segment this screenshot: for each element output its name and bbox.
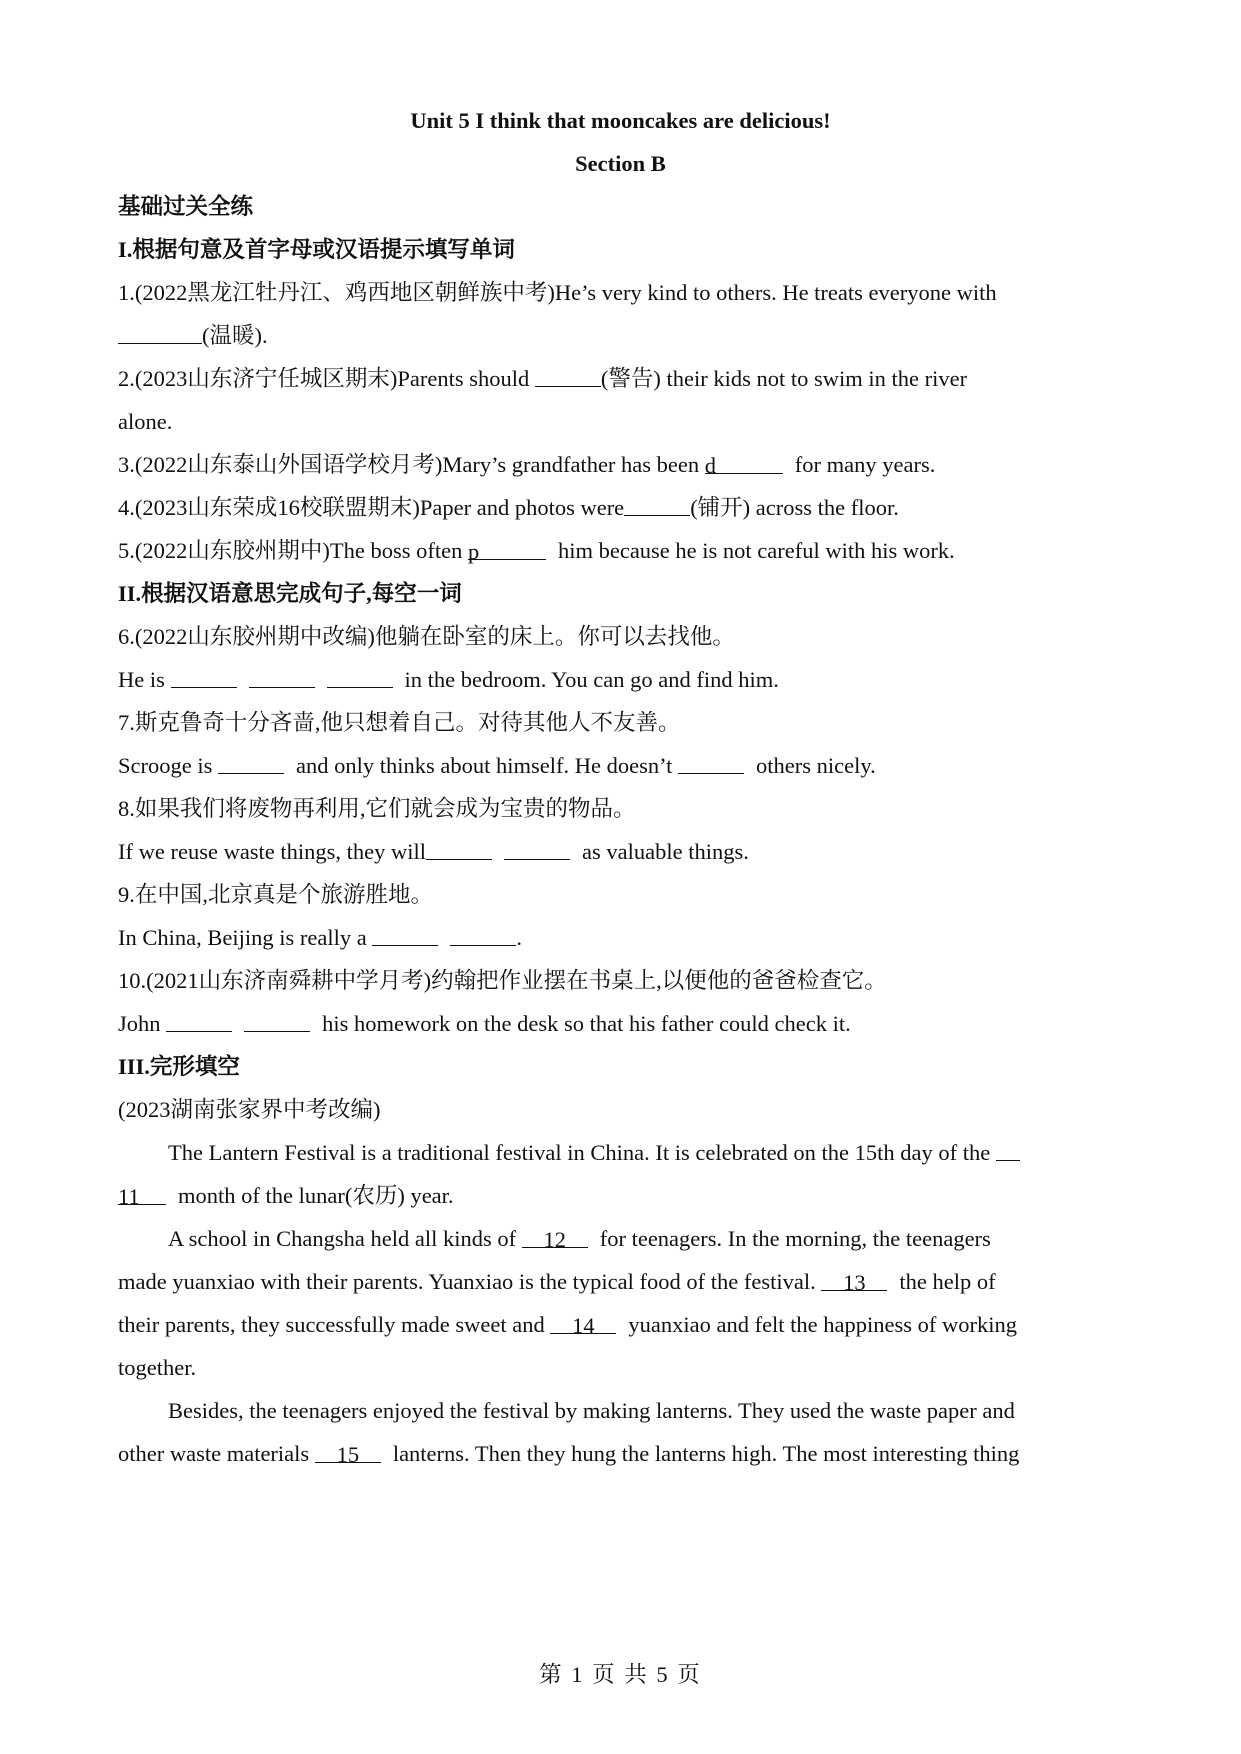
question-8-tail: as valuable things. [582, 839, 749, 864]
cloze-text: made yuanxiao with their parents. Yuanxiao is the typical food of the festival. [118, 1269, 822, 1294]
question-6-english [118, 665, 779, 695]
section-3-heading: III.完形填空 [118, 1054, 240, 1079]
question-3-text: 3.(2022山东泰山外国语学校月考)Mary’s grandfather has been [118, 452, 705, 477]
question-7-chinese: 7.斯克鲁奇十分吝啬,他只想着自己。对待其他人不友善。 [118, 710, 681, 735]
cloze-text: The Lantern Festival is a traditional festival in China. It is celebrated on the 15th day of the [168, 1140, 996, 1165]
cloze-line-2 [118, 1181, 454, 1211]
answer-blank-8a[interactable] [426, 837, 492, 860]
question-8-chinese: 8.如果我们将废物再利用,它们就会成为宝贵的物品。 [118, 796, 636, 821]
cloze-text: yuanxiao and felt the happiness of working [628, 1312, 1018, 1337]
answer-blank-10a[interactable] [166, 1009, 232, 1032]
answer-blank-1[interactable] [118, 321, 202, 344]
question-9-tail: . [516, 925, 522, 950]
question-7-middle: and only thinks about himself. He doesn’t [296, 753, 679, 778]
page-footer: 第 1 页 共 5 页 [539, 1662, 702, 1687]
section-1-heading: I.根据句意及首字母或汉语提示填写单词 [118, 237, 515, 262]
question-9-english [118, 923, 522, 953]
question-7-tail: others nicely. [756, 753, 876, 778]
answer-blank-4[interactable] [624, 493, 690, 516]
cloze-number-13: 13 [843, 1270, 866, 1295]
cloze-line-1 [168, 1138, 1020, 1168]
question-9-text: In China, Beijing is really a [118, 925, 373, 950]
question-8-english [118, 837, 749, 867]
cloze-blank-14[interactable] [550, 1311, 616, 1338]
answer-blank-6c[interactable] [327, 665, 393, 688]
question-2-line-2: alone. [118, 409, 173, 434]
cloze-line-8 [118, 1439, 1019, 1469]
cloze-line-5 [118, 1310, 1017, 1340]
cloze-text: A school in Changsha held all kinds of [168, 1226, 522, 1251]
answer-blank-8b[interactable] [504, 837, 570, 860]
question-3-first-letter: d [704, 453, 717, 478]
question-6-text: He is [118, 667, 171, 692]
answer-blank-7a[interactable] [218, 751, 284, 774]
page-subtitle: Section B [575, 151, 666, 176]
question-5-text: 5.(2022山东胶州期中)The boss often [118, 538, 468, 563]
question-10-english [118, 1009, 851, 1039]
cloze-line-6: together. [118, 1355, 197, 1380]
question-1-line-1 [118, 278, 997, 308]
question-2-text: 2.(2023山东济宁任城区期末)Parents should [118, 366, 535, 391]
answer-blank-6a[interactable] [171, 665, 237, 688]
cloze-text: their parents, they successfully made sweet and [118, 1312, 551, 1337]
cloze-blank-15[interactable] [315, 1440, 381, 1467]
answer-blank-3[interactable] [704, 451, 783, 478]
section-2-heading: II.根据汉语意思完成句子,每空一词 [118, 581, 462, 606]
question-2-hint: (警告) their kids not to swim in the river [600, 366, 968, 391]
cloze-blank-12[interactable] [522, 1225, 588, 1252]
answer-blank-9a[interactable] [372, 923, 438, 946]
question-4-line [118, 493, 899, 523]
question-3-line [118, 450, 935, 480]
cloze-number-12: 12 [543, 1227, 566, 1252]
main-heading: 基础过关全练 [118, 194, 254, 219]
cloze-text: lanterns. Then they hung the lanterns high. The most interesting thing [392, 1441, 1020, 1466]
question-8-text: If we reuse waste things, they will [118, 839, 427, 864]
question-10-text: John [118, 1011, 167, 1036]
question-9-chinese: 9.在中国,北京真是个旅游胜地。 [118, 882, 434, 907]
cloze-text: the help of [899, 1269, 996, 1294]
cloze-source: (2023湖南张家界中考改编) [118, 1097, 381, 1122]
question-7-english [118, 751, 876, 781]
answer-blank-6b[interactable] [249, 665, 315, 688]
question-4-text: 4.(2023山东荣成16校联盟期末)Paper and photos were [118, 495, 625, 520]
answer-blank-10b[interactable] [244, 1009, 310, 1032]
question-1-line-2 [118, 321, 268, 351]
question-10-tail: his homework on the desk so that his father could check it. [322, 1011, 851, 1036]
question-2-line-1 [118, 364, 967, 394]
question-7-text: Scrooge is [118, 753, 218, 778]
answer-blank-2[interactable] [535, 364, 601, 387]
cloze-line-3 [168, 1224, 991, 1254]
cloze-text: month of the lunar(农历) year. [178, 1183, 454, 1208]
question-5-first-letter: p [467, 539, 480, 564]
question-6-chinese: 6.(2022山东胶州期中改编)他躺在卧室的床上。你可以去找他。 [118, 624, 735, 649]
question-10-chinese: 10.(2021山东济南舜耕中学月考)约翰把作业摆在书桌上,以便他的爸爸检查它。 [118, 968, 887, 993]
answer-blank-5[interactable] [467, 537, 546, 564]
cloze-number-15: 15 [336, 1442, 360, 1467]
cloze-line-4 [118, 1267, 996, 1297]
question-1-text: 1.(2022黑龙江牡丹江、鸡西地区朝鲜族中考)He’s very kind to others. He treats everyone with [118, 280, 997, 305]
cloze-blank-11[interactable] [118, 1182, 166, 1209]
cloze-text: for teenagers. In the morning, the teenagers [599, 1226, 991, 1251]
cloze-text: other waste materials [118, 1441, 315, 1466]
page-title: Unit 5 I think that mooncakes are delicious! [410, 108, 831, 133]
question-6-tail: in the bedroom. You can go and find him. [404, 667, 779, 692]
question-3-tail: for many years. [794, 452, 936, 477]
question-4-hint: (铺开) across the floor. [690, 495, 899, 520]
cloze-number-11: 11 [118, 1184, 140, 1209]
answer-blank-7b[interactable] [678, 751, 744, 774]
question-1-hint: (温暖). [202, 323, 268, 348]
cloze-number-14: 14 [572, 1313, 595, 1338]
cloze-blank-13[interactable] [821, 1268, 887, 1295]
question-5-line [118, 536, 955, 566]
question-5-tail: him because he is not careful with his work. [557, 538, 955, 563]
answer-blank-9b[interactable] [450, 923, 516, 946]
cloze-blank-11-start[interactable] [996, 1138, 1020, 1161]
cloze-line-7: Besides, the teenagers enjoyed the festival by making lanterns. They used the waste paper and [168, 1398, 1015, 1423]
